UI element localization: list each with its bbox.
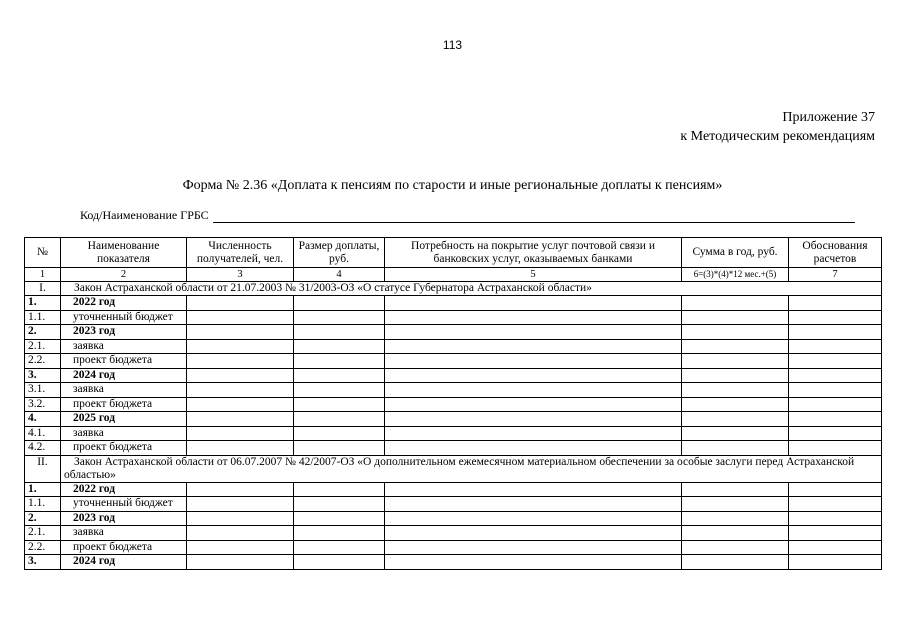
value-cell[interactable]: [789, 526, 882, 541]
value-cell[interactable]: [187, 397, 294, 412]
value-cell[interactable]: [682, 540, 789, 555]
table-row: [25, 296, 882, 311]
value-cell[interactable]: [187, 325, 294, 340]
row-number: 3.: [25, 555, 61, 570]
row-label: проект бюджета: [61, 397, 187, 412]
table-row: [25, 354, 882, 369]
value-cell[interactable]: [682, 511, 789, 526]
value-cell[interactable]: [682, 526, 789, 541]
value-cell[interactable]: [682, 555, 789, 570]
value-cell[interactable]: [385, 540, 682, 555]
row-label: уточненный бюджет: [61, 497, 187, 512]
value-cell[interactable]: [682, 339, 789, 354]
value-cell[interactable]: [187, 441, 294, 456]
value-cell[interactable]: [187, 354, 294, 369]
value-cell[interactable]: [789, 412, 882, 427]
value-cell[interactable]: [789, 482, 882, 497]
value-cell[interactable]: [187, 497, 294, 512]
value-cell[interactable]: [682, 296, 789, 311]
table-row: [25, 383, 882, 398]
header-cell: Численность получателей, чел.: [187, 238, 294, 268]
column-number: 7: [789, 268, 882, 282]
value-cell[interactable]: [294, 441, 385, 456]
value-cell[interactable]: [385, 482, 682, 497]
value-cell[interactable]: [682, 426, 789, 441]
value-cell[interactable]: [385, 397, 682, 412]
value-cell[interactable]: [789, 555, 882, 570]
row-number: 2.1.: [25, 526, 61, 541]
table-row: [25, 511, 882, 526]
value-cell[interactable]: [789, 296, 882, 311]
value-cell[interactable]: [385, 497, 682, 512]
value-cell[interactable]: [682, 397, 789, 412]
value-cell[interactable]: [682, 497, 789, 512]
value-cell[interactable]: [294, 296, 385, 311]
header-cell: Сумма в год, руб.: [682, 238, 789, 268]
header-cell: Наименование показателя: [61, 238, 187, 268]
row-label: проект бюджета: [61, 540, 187, 555]
section-title: Закон Астраханской области от 06.07.2007 № 42/2007-ОЗ «О дополнительном ежемесячном материальном обеспечении за особые заслуги перед Астраханской областью»: [61, 455, 882, 482]
section-row: [25, 282, 882, 296]
row-label: заявка: [61, 339, 187, 354]
value-cell[interactable]: [789, 383, 882, 398]
column-number: 6=(3)*(4)*12 мес.+(5): [682, 268, 789, 282]
row-label: проект бюджета: [61, 441, 187, 456]
value-cell[interactable]: [789, 339, 882, 354]
value-cell[interactable]: [294, 426, 385, 441]
value-cell[interactable]: [789, 426, 882, 441]
value-cell[interactable]: [682, 354, 789, 369]
value-cell[interactable]: [789, 511, 882, 526]
value-cell[interactable]: [187, 339, 294, 354]
table-row: [25, 497, 882, 512]
value-cell[interactable]: [187, 511, 294, 526]
row-label: проект бюджета: [61, 354, 187, 369]
section-number: I.: [25, 282, 61, 296]
appendix-note: [680, 108, 875, 146]
row-number: 1.1.: [25, 497, 61, 512]
header-cell: Размер доплаты, руб.: [294, 238, 385, 268]
value-cell[interactable]: [682, 482, 789, 497]
value-cell[interactable]: [682, 325, 789, 340]
value-cell[interactable]: [187, 310, 294, 325]
table-row: [25, 426, 882, 441]
row-number: 4.1.: [25, 426, 61, 441]
column-number: 5: [385, 268, 682, 282]
value-cell[interactable]: [294, 526, 385, 541]
row-label: 2023 год: [61, 511, 187, 526]
row-number: 3.1.: [25, 383, 61, 398]
value-cell[interactable]: [789, 354, 882, 369]
section-number: II.: [25, 455, 61, 482]
table-row: [25, 368, 882, 383]
value-cell[interactable]: [187, 526, 294, 541]
value-cell[interactable]: [789, 325, 882, 340]
grbs-label: Код/Наименование ГРБС: [80, 208, 209, 222]
grbs-input-line[interactable]: [213, 210, 855, 223]
row-number: 1.: [25, 482, 61, 497]
value-cell[interactable]: [187, 426, 294, 441]
value-cell[interactable]: [294, 397, 385, 412]
table-row: [25, 555, 882, 570]
table-row: [25, 441, 882, 456]
row-label: 2022 год: [61, 482, 187, 497]
appendix-line-1: Приложение 37: [782, 110, 875, 125]
value-cell[interactable]: [294, 511, 385, 526]
table-row: [25, 540, 882, 555]
value-cell[interactable]: [294, 325, 385, 340]
value-cell[interactable]: [385, 441, 682, 456]
value-cell[interactable]: [294, 339, 385, 354]
value-cell[interactable]: [187, 383, 294, 398]
value-cell[interactable]: [294, 354, 385, 369]
row-label: заявка: [61, 526, 187, 541]
row-label: уточненный бюджет: [61, 310, 187, 325]
value-cell[interactable]: [294, 540, 385, 555]
row-label: 2024 год: [61, 368, 187, 383]
value-cell[interactable]: [789, 497, 882, 512]
value-cell[interactable]: [385, 310, 682, 325]
row-number: 3.: [25, 368, 61, 383]
row-label: заявка: [61, 383, 187, 398]
row-number: 4.: [25, 412, 61, 427]
value-cell[interactable]: [187, 296, 294, 311]
table-row: [25, 482, 882, 497]
grbs-field: [80, 208, 855, 223]
value-cell[interactable]: [385, 354, 682, 369]
table-row: [25, 310, 882, 325]
value-cell[interactable]: [789, 441, 882, 456]
value-cell[interactable]: [385, 526, 682, 541]
value-cell[interactable]: [294, 383, 385, 398]
row-number: 2.: [25, 511, 61, 526]
value-cell[interactable]: [385, 296, 682, 311]
appendix-line-2: к Методическим рекомендациям: [680, 129, 875, 144]
value-cell[interactable]: [385, 426, 682, 441]
row-number: 3.2.: [25, 397, 61, 412]
value-cell[interactable]: [385, 412, 682, 427]
section-row: [25, 455, 882, 482]
value-cell[interactable]: [385, 368, 682, 383]
value-cell[interactable]: [385, 383, 682, 398]
table-row: [25, 339, 882, 354]
table-row: [25, 397, 882, 412]
value-cell[interactable]: [187, 482, 294, 497]
value-cell[interactable]: [682, 368, 789, 383]
value-cell[interactable]: [187, 412, 294, 427]
value-cell[interactable]: [682, 441, 789, 456]
value-cell[interactable]: [294, 368, 385, 383]
value-cell[interactable]: [385, 511, 682, 526]
value-cell[interactable]: [789, 368, 882, 383]
value-cell[interactable]: [789, 540, 882, 555]
page-number: 113: [442, 38, 463, 52]
value-cell[interactable]: [385, 325, 682, 340]
value-cell[interactable]: [187, 540, 294, 555]
value-cell[interactable]: [385, 555, 682, 570]
value-cell[interactable]: [294, 412, 385, 427]
budget-table: [24, 237, 882, 570]
value-cell[interactable]: [385, 339, 682, 354]
value-cell[interactable]: [682, 412, 789, 427]
table-row: [25, 325, 882, 340]
row-number: 2.2.: [25, 354, 61, 369]
value-cell[interactable]: [682, 383, 789, 398]
row-number: 1.1.: [25, 310, 61, 325]
header-cell: Обоснования расчетов: [789, 238, 882, 268]
row-number: 2.2.: [25, 540, 61, 555]
value-cell[interactable]: [294, 482, 385, 497]
row-number: 1.: [25, 296, 61, 311]
table-row: [25, 412, 882, 427]
column-number-row: [25, 268, 882, 282]
section-title: Закон Астраханской области от 21.07.2003 № 31/2003-ОЗ «О статусе Губернатора Астраханской области»: [61, 282, 882, 296]
column-number: 4: [294, 268, 385, 282]
value-cell[interactable]: [682, 310, 789, 325]
row-number: 2.: [25, 325, 61, 340]
value-cell[interactable]: [187, 368, 294, 383]
row-label: 2023 год: [61, 325, 187, 340]
table-row: [25, 526, 882, 541]
value-cell[interactable]: [294, 497, 385, 512]
column-number: 2: [61, 268, 187, 282]
column-number: 3: [187, 268, 294, 282]
row-label: 2022 год: [61, 296, 187, 311]
row-label: 2025 год: [61, 412, 187, 427]
form-title: Форма № 2.36 «Доплата к пенсиям по старости и иные региональные доплаты к пенсиям»: [182, 178, 723, 193]
row-label: заявка: [61, 426, 187, 441]
row-number: 2.1.: [25, 339, 61, 354]
value-cell[interactable]: [294, 310, 385, 325]
row-number: 4.2.: [25, 441, 61, 456]
header-cell: №: [25, 238, 61, 268]
value-cell[interactable]: [789, 310, 882, 325]
header-cell: Потребность на покрытие услуг почтовой связи и банковских услуг, оказываемых банками: [385, 238, 682, 268]
row-label: 2024 год: [61, 555, 187, 570]
value-cell[interactable]: [294, 555, 385, 570]
header-row: [25, 238, 882, 268]
value-cell[interactable]: [187, 555, 294, 570]
value-cell[interactable]: [789, 397, 882, 412]
column-number: 1: [25, 268, 61, 282]
